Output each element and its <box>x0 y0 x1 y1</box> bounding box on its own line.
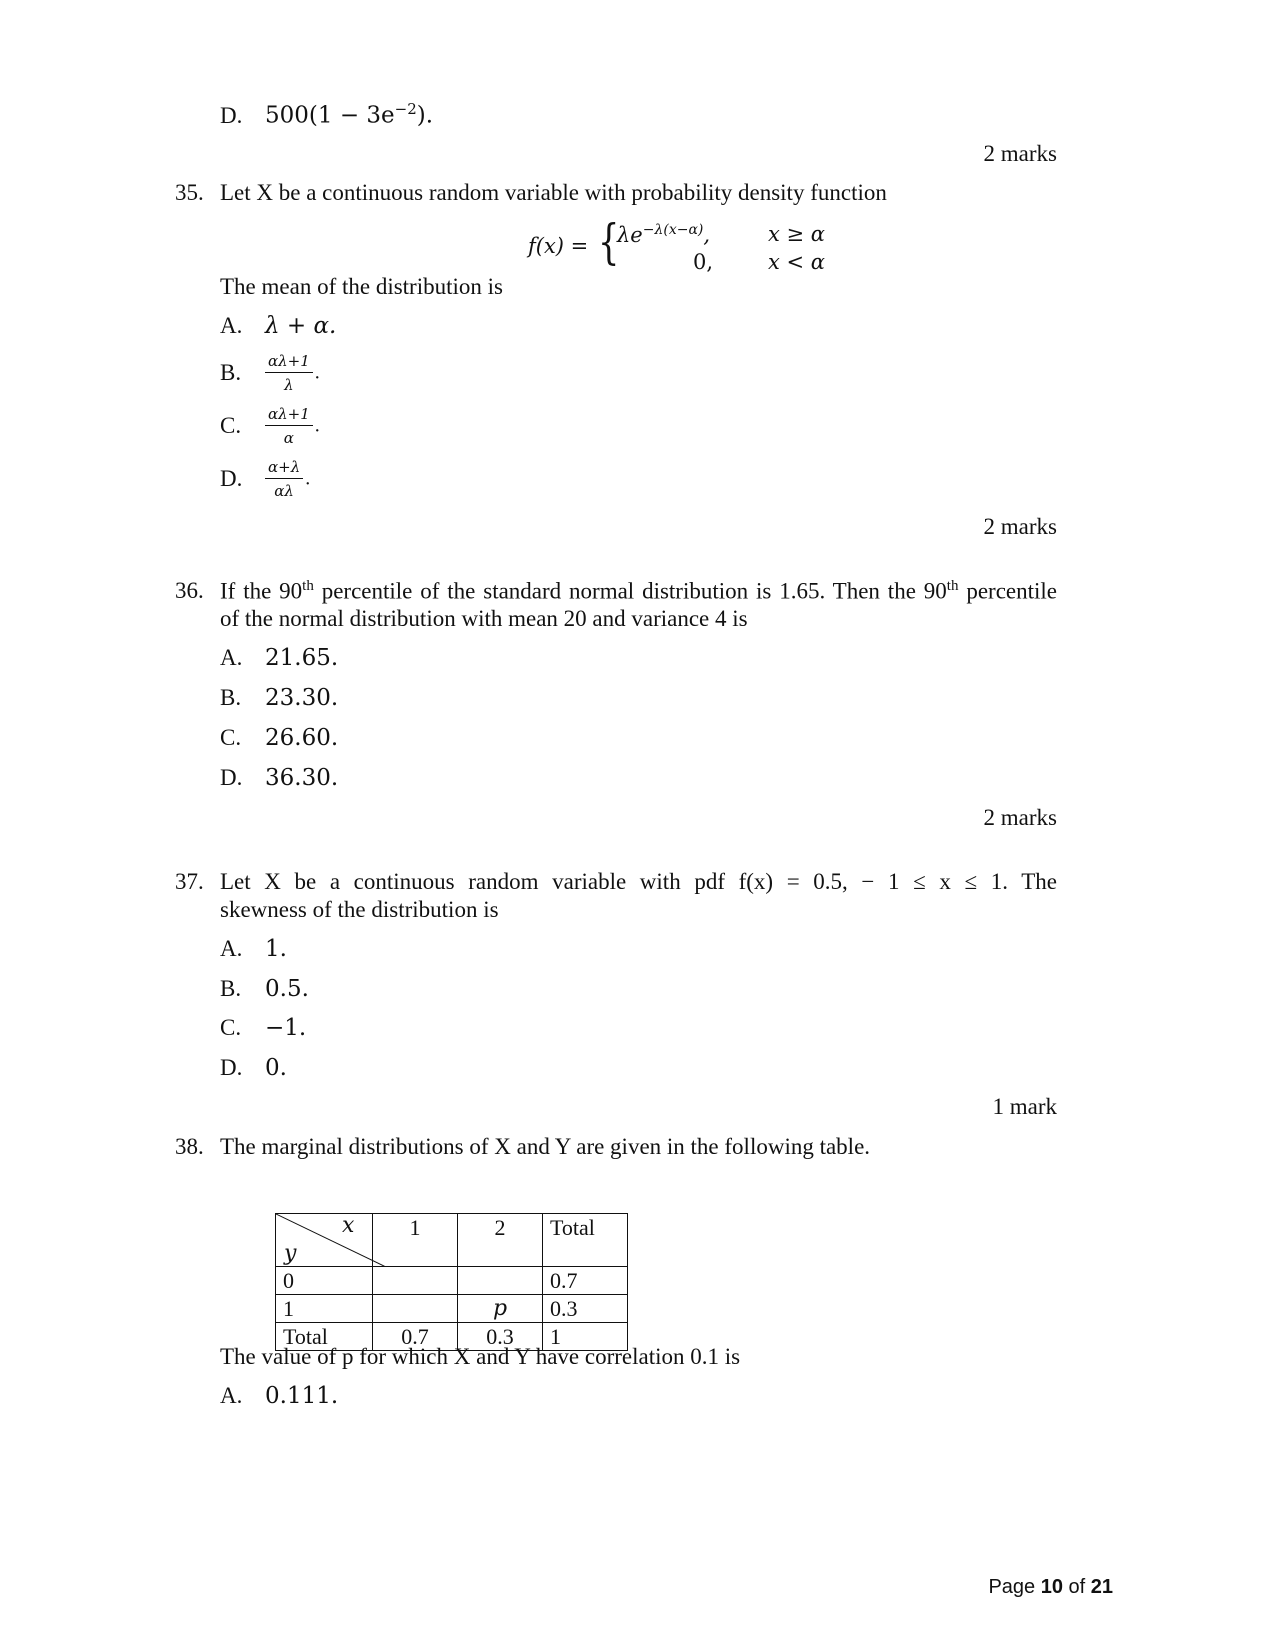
table-row-label: 0 <box>276 1267 373 1295</box>
q37-number: 37. <box>175 869 204 894</box>
q35-option-a: A. λ + α. <box>220 313 337 339</box>
q38-follow: The value of p for which X and Y have correlation 0.1 is <box>220 1344 741 1369</box>
table-header-cell: 1 <box>373 1214 458 1267</box>
q36-line1: If the 90th percentile of the standard normal distribution is 1.65. Then the 90th percentile <box>220 578 1057 604</box>
q35-follow: The mean of the distribution is <box>220 274 503 299</box>
page-number: 10 <box>1040 1576 1063 1598</box>
q36-option-a: A. 21.65. <box>220 645 339 671</box>
table-cell <box>458 1267 543 1295</box>
q35-pdf-case1: $\lambda e^{-\lambda(x-\alpha)}$, <box>617 222 711 247</box>
q36-option-b: B. 23.30. <box>220 685 339 711</box>
q36-line2: of the normal distribution with mean 20 and variance 4 is <box>220 606 748 631</box>
table-cell: p <box>458 1295 543 1323</box>
q35-stem: Let X be a continuous random variable with probability density function <box>220 180 887 205</box>
page-footer: Page 10 of 21 <box>988 1576 1113 1598</box>
table-header-cell: Total <box>543 1214 628 1267</box>
q35-option-d-fraction: $\frac{\alpha+\lambda}{\alpha\lambda}$ <box>265 458 303 500</box>
q38-number: 38. <box>175 1134 204 1159</box>
table-row-label: Total <box>276 1323 373 1351</box>
q34-marks: 2 marks <box>983 141 1057 166</box>
q35-option-b: B. $\frac{\alpha\lambda+1}{\lambda}$ . <box>220 352 320 394</box>
table-row <box>276 1267 628 1295</box>
table-cell: 0.3 <box>543 1295 628 1323</box>
q35-marks: 2 marks <box>983 514 1057 539</box>
q36-marks: 2 marks <box>983 805 1057 830</box>
q35-option-b-fraction: $\frac{\alpha\lambda+1}{\lambda}$ <box>265 352 313 394</box>
q35-pdf-case1-cond: x ≥ α <box>768 222 825 246</box>
table-cell: 1 <box>543 1323 628 1351</box>
q37-line1: Let X be a continuous random variable with pdf f(x) = 0.5, − 1 ≤ x ≤ 1. The <box>220 869 1057 894</box>
table-cell <box>373 1295 458 1323</box>
q37-option-b: B. 0.5. <box>220 976 309 1002</box>
marginal-distribution-table <box>275 1213 628 1351</box>
q35-pdf-brace: { <box>598 214 620 270</box>
table-row <box>276 1295 628 1323</box>
q37-line2: skewness of the distribution is <box>220 897 499 922</box>
table-row-label: 1 <box>276 1295 373 1323</box>
table-header-cell: 2 <box>458 1214 543 1267</box>
table-cell: 0.7 <box>543 1267 628 1295</box>
q36-option-c: C. 26.60. <box>220 725 339 751</box>
q36-option-d: D. 36.30. <box>220 765 339 791</box>
q38-option-a: A. 0.111. <box>220 1383 339 1409</box>
q36-number: 36. <box>175 578 204 603</box>
q35-pdf-lhs: f(x) = <box>528 234 589 258</box>
q37-option-a: A. 1. <box>220 936 287 962</box>
table-corner-cell: x y <box>276 1214 373 1267</box>
table-cell: 0.3 <box>458 1323 543 1351</box>
table-cell <box>373 1267 458 1295</box>
q34-option-d: D. $500(1 - 3e^{-2})$. <box>220 100 434 129</box>
page-total: 21 <box>1090 1576 1113 1598</box>
q37-marks: 1 mark <box>992 1094 1057 1119</box>
q37-option-c: C. −1. <box>220 1015 307 1041</box>
q35-option-d: D. $\frac{\alpha+\lambda}{\alpha\lambda}$ . <box>220 458 311 500</box>
table-cell: 0.7 <box>373 1323 458 1351</box>
q37-option-d: D. 0. <box>220 1055 287 1081</box>
q35-option-c-fraction: $\frac{\alpha\lambda+1}{\alpha}$ <box>265 405 313 447</box>
q35-pdf-case2: 0, <box>693 250 714 274</box>
q38-stem: The marginal distributions of X and Y are given in the following table. <box>220 1134 871 1159</box>
q35-pdf-case2-cond: x < α <box>768 250 825 274</box>
q35-option-c: C. $\frac{\alpha\lambda+1}{\alpha}$ . <box>220 405 320 447</box>
q35-number: 35. <box>175 180 204 205</box>
table-header-row <box>276 1214 628 1267</box>
